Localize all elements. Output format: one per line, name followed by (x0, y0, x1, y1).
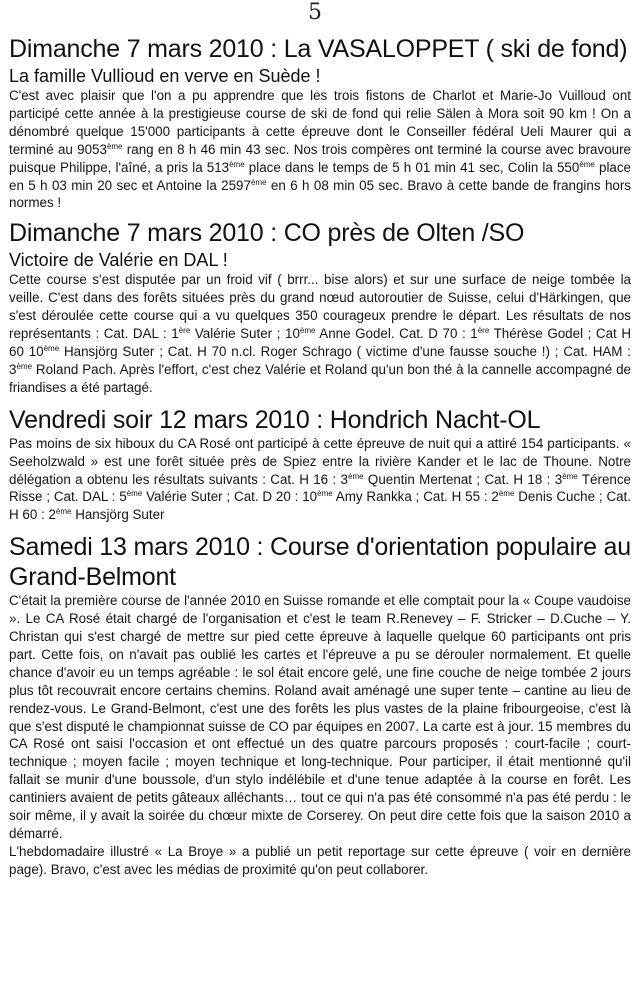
article-vasaloppet (9, 34, 631, 212)
article-grand-belmont (9, 532, 631, 879)
ordinal-suffix: ème (579, 159, 595, 169)
article-paragraph: Cette course s'est disputée par un froid vif ( brrr... bise alors) et sur une surface de neige tombée la veille. C'est dans des forêts situées près du grand nœud autoroutier de Suisse, celui d'Härkingen, que s'est déroulée cette course qui a vu quelques 350 courageux prendre le départ. Les résultats de nos représentants : Cat. DAL : 1ère Valérie Suter ; 10ème Anne Godel. Cat. D 70 : 1ère Thérèse Godel ; Cat H 60 10ème Hansjörg Suter ; Cat. H 70 n.cl. Roger Schrago ( victime d'une fausse souche !) ; Cat. HAM : 3ème Roland Pach. Après l'effort, c'est chez Valérie et Roland qu'un bon thé à la cannelle accompagné de friandises a été partagé. (9, 272, 631, 395)
ordinal-suffix: ère (178, 326, 191, 336)
article-title: Dimanche 7 mars 2010 : La VASALOPPET ( ski de fond) (9, 35, 628, 63)
ordinal-suffix: ème (106, 141, 123, 151)
ordinal-suffix: ème (55, 507, 72, 517)
ordinal-suffix: ème (43, 343, 60, 353)
ordinal-suffix: ème (299, 326, 316, 336)
ordinal-suffix: ème (126, 489, 143, 499)
article-subtitle: Victoire de Valérie en DAL ! (9, 250, 228, 271)
article-paragraph: Pas moins de six hiboux du CA Rosé ont participé à cette épreuve de nuit qui a attiré 154 participants. « Seeholzwald » est une forêt située près de Spiez entre la rivière Kander et le lac de Thoune. Notre délégation a obtenu les résultats suivants : Cat. H 16 : 3ème Quentin Mertenat ; Cat. H 18 : 3ème Térence Risse ; Cat. DAL : 5ème Valérie Suter ; Cat. D 20 : 10ème Amy Rankka ; Cat. H 55 : 2ème Denis Cuche ; Cat. H 60 : 2ème Hansjörg Suter (9, 435, 631, 523)
article-co-olten (9, 218, 631, 396)
ordinal-suffix: ème (562, 471, 578, 481)
article-paragraph: C'est avec plaisir que l'on a pu apprendre que les trois fistons de Charlot et Marie-Jo Vuilloud ont participé cette année à la prestigieuse course de ski de fond qui relie Sälen à Mora soit 90 km ! On a dénombré quelque 15'000 participants à cette épreuve dont le Conseiller fédéral Ueli Maurer qui a terminé au 9053ème rang en 8 h 46 min 43 sec. Nos trois compères ont terminé la course avec bravoure puisque Philippe, l'aîné, a pris la 513ème place dans le temps de 5 h 01 min 41 sec, Colin la 550ème place en 5 h 03 min 20 sec et Antoine la 2597ème en 6 h 08 min 05 sec. Bravo à cette bande de frangins hors normes ! (9, 88, 632, 211)
article-title: Vendredi soir 12 mars 2010 : Hondrich Nacht-OL (9, 405, 541, 434)
article-list (9, 34, 631, 879)
ordinal-suffix: ème (348, 471, 364, 481)
ordinal-suffix: ème (250, 177, 267, 187)
page-number: 5 (308, 0, 322, 25)
article-paragraph: L'hebdomadaire illustré « La Broye » a publié un petit reportage sur cette épreuve ( voir en dernière page). Bravo, c'est avec les médias de proximité qu'on peut collaborer. (9, 843, 631, 877)
ordinal-suffix: ère (477, 326, 490, 336)
article-title: Dimanche 7 mars 2010 : CO près de Olten /SO (9, 219, 525, 248)
ordinal-suffix: ème (229, 159, 245, 169)
article-hondrich-nacht-ol (9, 405, 631, 525)
ordinal-suffix: ème (16, 361, 33, 371)
article-paragraph: C'était la première course de l'année 2010 en Suisse romande et elle comptait pour la « Coupe vaudoise ». Le CA Rosé était chargé de l'organisation et c'est le team R.Renevey – F. Stricker – D.Cuche – Y. Christan qui s'est chargé de mettre sur pied cette épreuve à laquelle quelque 60 participants ont pris part. Cette fois, on n'avait pas oublié les cartes et l'épreuve a pu se dérouler normalement. Et quelle chance d'avoir eu un temps agréable : le sol était encore gelé, une fine couche de neige tombée 2 jours plus tôt recouvrait encore certains chemins. Roland avait aménagé une super tente – cantine au lieu de rendez-vous. Le Grand-Belmont, c'est une des forêts les plus vastes de la plaine fribourgeoise, c'est là que s'est disputé le championnat suisse de CO par équipes en 2007. La carte est à jour. 15 membres du CA Rosé ont saisi l'occasion et ont effectué un des quatre parcours proposés : court-facile ; court-technique ; moyen facile ; moyen technique et long-technique. Pour participer, il était mentionné qu'il fallait se munir d'une boussole, d'un stylo indélébile et d'une tenue adaptée à la course en forêt. Les cantiniers avaient de petits gâteaux alléchants… tout ce qui n'a pas été consommé n'a pas été perdu : le soir même, il y avait la soirée du chœur mixte de Corserey. On peut dire cette fois que la saison 2010 a démarré. (9, 593, 631, 841)
ordinal-suffix: ème (317, 489, 333, 499)
article-subtitle: La famille Vullioud en verve en Suède ! (9, 66, 321, 86)
ordinal-suffix: ème (498, 489, 515, 499)
article-title: Samedi 13 mars 2010 : Course d'orientation populaire au Grand-Belmont (9, 533, 631, 592)
